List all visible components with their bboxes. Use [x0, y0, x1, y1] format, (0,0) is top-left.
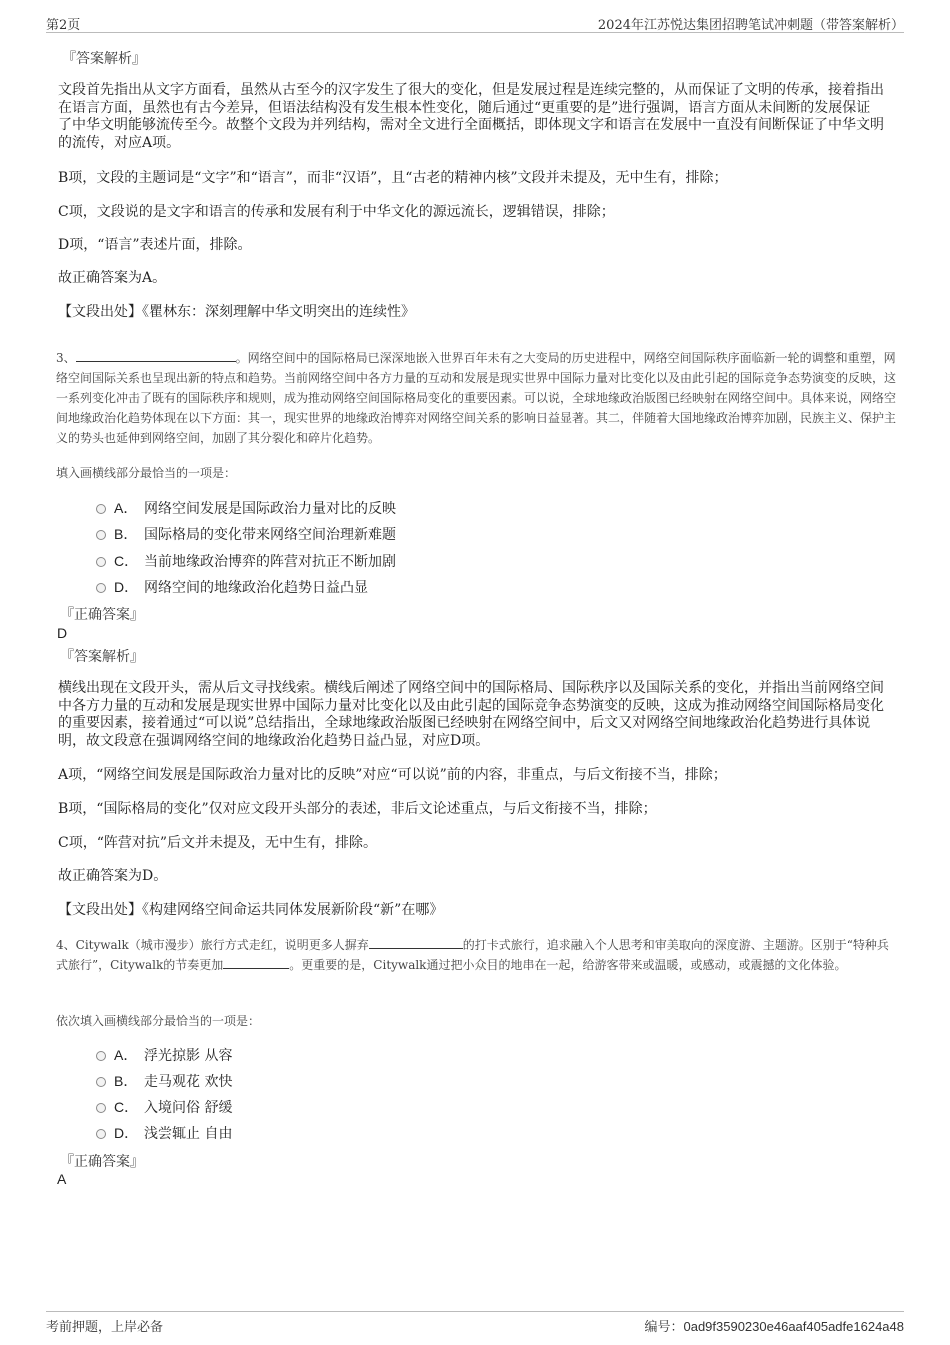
radio-button[interactable]: [96, 1051, 106, 1061]
footer-slogan: 考前押题，上岸必备: [46, 1320, 164, 1335]
analysis-paragraph: 文段首先指出从文字方面看，虽然从古至今的汉字发生了很大的变化，但是发展过程是连续完整的，从而保证了文明的传承，接着指出在语言方面，虽然也有古今差异，但语法结构没有发生根本性变化，随后通过“更重要的是”进行强调，语言方面从未间断的发展保证了中华文明能够流传至今。故整个文段为并列结构，需对全文进行全面概括，即体现文字和语言在发展中一直没有间断保证了中华文明的流传，对应A项。: [58, 82, 884, 151]
radio-button[interactable]: [96, 583, 106, 593]
correct-answer: D: [57, 625, 68, 641]
question-4-prompt: 依次填入画横线部分最恰当的一项是：: [56, 1014, 261, 1028]
source-citation: 【文段出处】《构建网络空间命运共同体发展新阶段“新”在哪》: [58, 902, 444, 918]
source-citation: 【文段出处】《瞿林东：深刻理解中华文明突出的连续性》: [58, 304, 415, 320]
question-4-stem: 4、Citywalk（城市漫步）旅行方式走红，说明更多人摒弃 的打卡式旅行，追求融入个人思考和审美取向的深度游、主题游。区别于“特种兵式旅行”，Citywalk的节奏更加 。更重要的是，Citywalk通过把小众目的地串在一起，给游客带来或温暖，或感动，或震撼的文化体验。: [56, 938, 889, 972]
page-number: 第2页: [46, 18, 81, 33]
conclusion: 故正确答案为D。: [58, 868, 168, 884]
analysis-paragraph: A项，“网络空间发展是国际政治力量对比的反映”对应“可以说”前的内容，非重点，与后文衔接不当，排除；: [58, 767, 727, 783]
fill-blank: [223, 956, 289, 969]
analysis-paragraph: B项，“国际格局的变化”仅对应文段开头部分的表述，非后文论述重点，与后文衔接不当，排除；: [58, 801, 657, 817]
question-3-stem: 3、 。网络空间中的国际格局已深深地嵌入世界百年未有之大变局的历史进程中，网络空间国际秩序面临新一轮的调整和重塑，网络空间国际关系也呈现出新的特点和趋势。当前网络空间中各方力量的互动和发展是现实世界中国际力量对比变化以及由此引起的国际竞争态势演变的反映，这一系列变化冲击了既有的国际秩序和规则，成为推动网络空间国际格局变化的重要因素。可以说，全球地缘政治版图已经映射在网络空间中。具体来说，网络空间地缘政治化趋势体现在以下方面：其一，现实世界的地缘政治博弈对网络空间关系的影响日益显著。其二，伴随着大国地缘政治博弈加剧，民族主义、保护主义的势头也延伸到网络空间，加剧了其分裂化和碎片化趋势。: [56, 351, 897, 445]
answer-heading: 『正确答案』: [60, 1154, 144, 1170]
radio-button[interactable]: [96, 1103, 106, 1113]
page-header: [46, 12, 904, 33]
correct-answer: A: [57, 1171, 67, 1187]
analysis-paragraph: 横线出现在文段开头，需从后文寻找线索。横线后阐述了网络空间中的国际格局、国际秩序以及国际关系的变化，并指出当前网络空间中各方力量的互动和发展是现实世界中国际力量对比变化以及由此引起的国际竞争态势演变的反映，这成为推动网络空间国际格局变化的重要因素，接着通过“可以说”总结指出，全球地缘政治版图已经映射在网络空间中，后文又对网络空间地缘政治化趋势进行具体说明，故文段意在强调网络空间的地缘政治化趋势日益凸显，对应D项。: [58, 680, 884, 749]
fill-blank: [369, 936, 463, 949]
question-number: 3、: [56, 351, 76, 365]
radio-button[interactable]: [96, 504, 106, 514]
analysis-heading-q2: 『答案解析』: [62, 51, 146, 67]
analysis-paragraph: C项，文段说的是文字和语言的传承和发展有利于中华文化的源远流长，逻辑错误，排除；: [58, 204, 615, 220]
radio-button[interactable]: [96, 1129, 106, 1139]
analysis-paragraph: D项，“语言”表述片面，排除。: [58, 237, 252, 253]
document-title: 2024年江苏悦达集团招聘笔试冲刺题（带答案解析）: [597, 18, 904, 33]
analysis-paragraph: C项，“阵营对抗”后文并未提及，无中生有，排除。: [58, 835, 378, 851]
analysis-paragraph: B项，文段的主题词是“文字”和“语言”，而非“汉语”，且“古老的精神内核”文段并未提及，无中生有，排除；: [58, 170, 728, 186]
fill-blank: [76, 349, 236, 362]
radio-button[interactable]: [96, 557, 106, 567]
answer-heading: 『正确答案』: [60, 607, 144, 623]
analysis-heading: 『答案解析』: [60, 649, 144, 665]
conclusion: 故正确答案为A。: [58, 270, 167, 286]
page-footer: [46, 1311, 904, 1334]
radio-button[interactable]: [96, 1077, 106, 1087]
document-id: 编号：0ad9f3590230e46aaf405adfe1624a48: [644, 1319, 904, 1334]
radio-button[interactable]: [96, 530, 106, 540]
question-3-prompt: 填入画横线部分最恰当的一项是：: [56, 466, 237, 480]
